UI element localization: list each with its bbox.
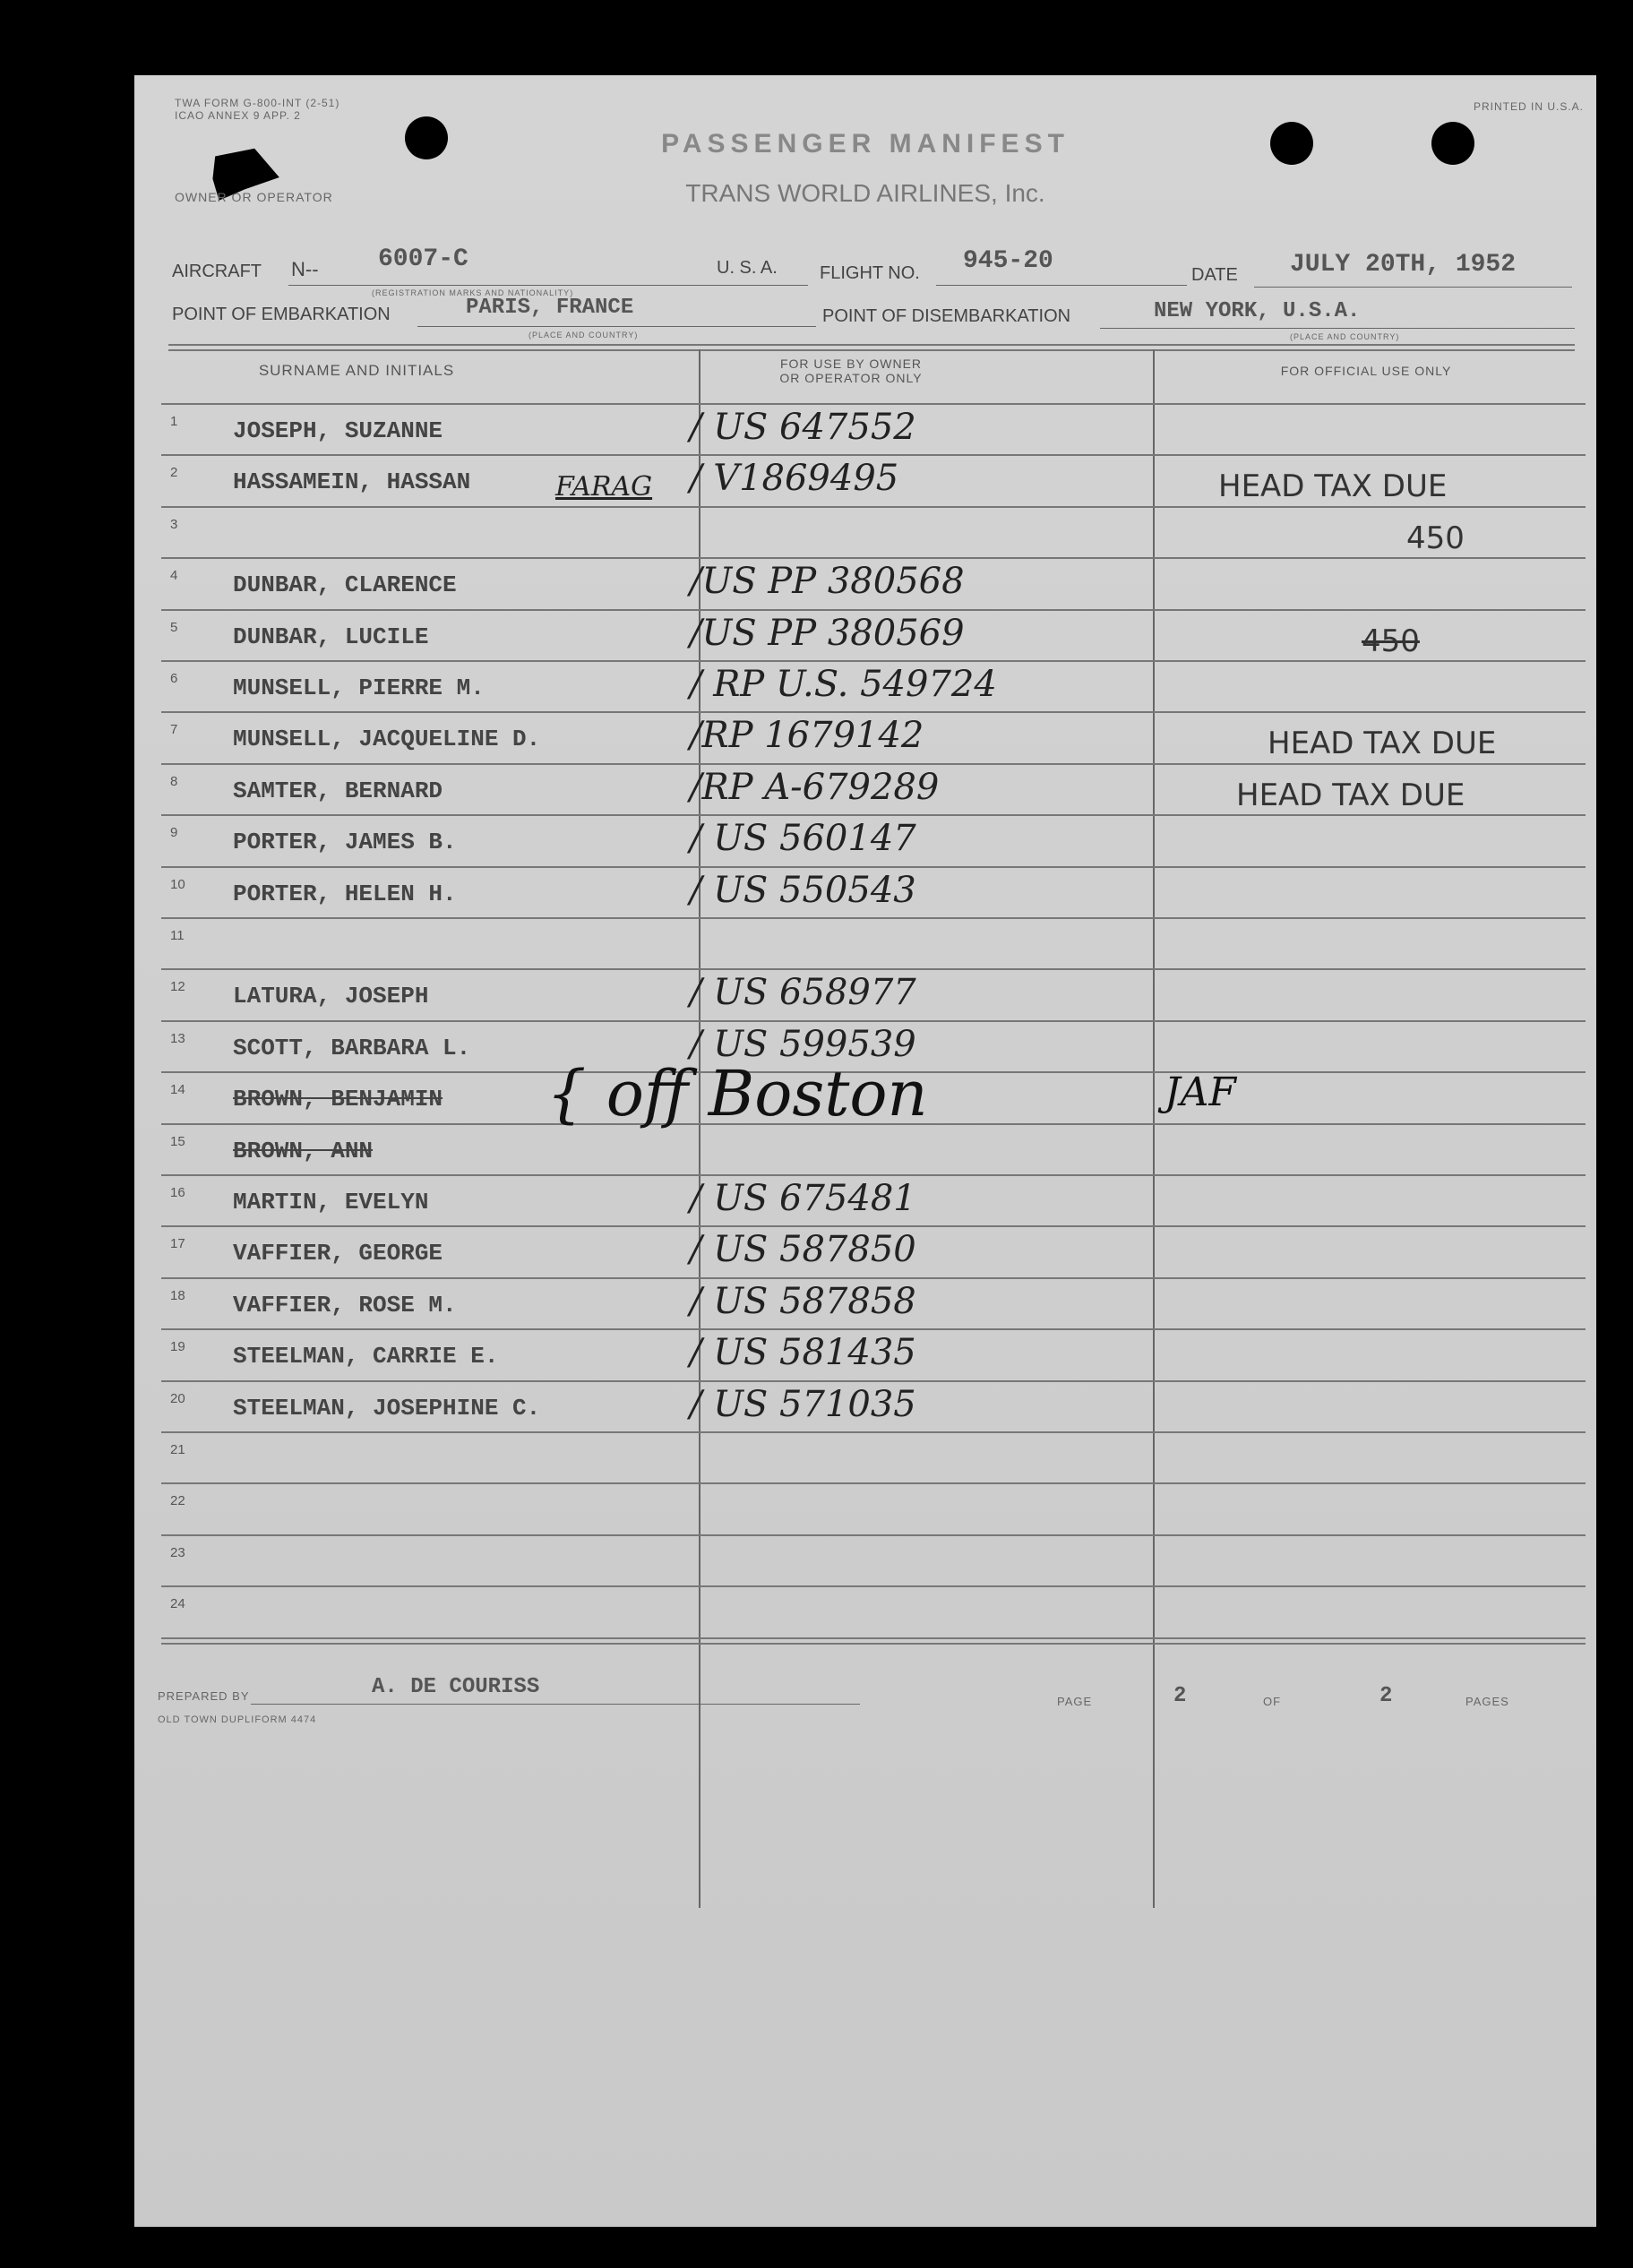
- aircraft-underline: [288, 285, 808, 286]
- printed-label: PRINTED IN U.S.A.: [1473, 100, 1584, 113]
- prepared-by-underline: [251, 1704, 860, 1705]
- row-number: 24: [170, 1596, 185, 1612]
- prepared-by-label: PREPARED BY: [158, 1689, 250, 1703]
- footer-double-rule: [161, 1637, 1586, 1645]
- passenger-name: DUNBAR, CLARENCE: [233, 571, 457, 599]
- passenger-name: PORTER, JAMES B.: [233, 829, 457, 856]
- row-number: 1: [170, 414, 178, 429]
- row-line: [161, 1020, 1586, 1022]
- manifest-title: PASSENGER MANIFEST: [661, 129, 1070, 159]
- passport-number: / US 560147: [690, 818, 916, 860]
- embarkation-underline: [417, 326, 816, 327]
- form-id: [175, 97, 339, 122]
- of-value: 2: [1379, 1684, 1393, 1708]
- passenger-name: VAFFIER, ROSE M.: [233, 1291, 457, 1319]
- row-number: 18: [170, 1287, 185, 1303]
- row-number: 12: [170, 979, 185, 995]
- row-line: [161, 506, 1586, 508]
- row-number: 13: [170, 1030, 185, 1046]
- passenger-name: STEELMAN, CARRIE E.: [233, 1343, 499, 1370]
- flight-label: FLIGHT NO.: [820, 263, 920, 283]
- embarkation-note: (PLACE AND COUNTRY): [529, 331, 639, 339]
- row-number: 21: [170, 1442, 185, 1457]
- col-surname-header: SURNAME AND INITIALS: [258, 362, 455, 379]
- aircraft-label: AIRCRAFT: [172, 262, 262, 281]
- flight-underline: [936, 285, 1187, 286]
- official-note: HEAD TAX DUE: [1218, 468, 1448, 505]
- row-number: 16: [170, 1185, 185, 1200]
- col-official-header: FOR OFFICIAL USE ONLY: [1280, 364, 1452, 378]
- passport-number: / US 587850: [690, 1229, 916, 1271]
- row-number: 10: [170, 876, 185, 892]
- manifest-sheet: [134, 75, 1596, 2227]
- date-value: JULY 20TH, 1952: [1290, 251, 1517, 279]
- passport-number: / RP U.S. 549724: [690, 664, 997, 705]
- col-owner-header-line-2: OR OPERATOR ONLY: [779, 371, 923, 385]
- official-note: 450: [1362, 623, 1420, 659]
- passport-number: / US 550543: [690, 869, 916, 911]
- row-number: 19: [170, 1339, 185, 1355]
- pages-label: PAGES: [1465, 1695, 1509, 1708]
- official-note: HEAD TAX DUE: [1236, 777, 1465, 813]
- embarkation-value: PARIS, FRANCE: [466, 296, 634, 320]
- row-line: [161, 814, 1586, 816]
- row-number: 5: [170, 619, 178, 635]
- passenger-name: DUNBAR, LUCILE: [233, 623, 429, 650]
- row-number: 2: [170, 465, 178, 481]
- row-line: [161, 1482, 1586, 1484]
- passport-number: / US 571035: [690, 1383, 916, 1425]
- passport-number: / US 581435: [690, 1332, 916, 1374]
- row-number: 20: [170, 1390, 185, 1406]
- usa-label: U. S. A.: [717, 258, 778, 278]
- row-line: [161, 711, 1586, 713]
- passport-number: / US 658977: [690, 972, 916, 1014]
- aircraft-value: 6007-C: [378, 245, 468, 273]
- passenger-name: PORTER, HELEN H.: [233, 880, 457, 907]
- row-number: 4: [170, 568, 178, 584]
- date-underline: [1254, 287, 1572, 288]
- row-number: 22: [170, 1493, 185, 1509]
- row-number: 7: [170, 722, 178, 738]
- embarkation-label: POINT OF EMBARKATION: [172, 305, 391, 324]
- row-line: [161, 609, 1586, 611]
- form-id-line-1: TWA FORM G-800-INT (2-51): [175, 97, 340, 109]
- row-line: [161, 454, 1586, 456]
- row-line: [161, 1534, 1586, 1536]
- passport-number: /RP 1679142: [690, 715, 924, 757]
- row-number: 17: [170, 1236, 185, 1252]
- row-number: 8: [170, 773, 178, 789]
- row-line: [161, 1225, 1586, 1227]
- disembarkation-label: POINT OF DISEMBARKATION: [822, 306, 1071, 326]
- owner-label: OWNER OR OPERATOR: [175, 190, 333, 204]
- farag-annotation: FARAG: [555, 471, 653, 503]
- row-line: [161, 968, 1586, 970]
- passenger-name: MUNSELL, JACQUELINE D.: [233, 726, 541, 753]
- prepared-by-value: A. DE COURISS: [372, 1675, 540, 1699]
- passenger-name: JOSEPH, SUZANNE: [233, 417, 443, 444]
- aircraft-prefix: N--: [291, 258, 319, 280]
- passenger-name: MARTIN, EVELYN: [233, 1189, 429, 1216]
- row-line: [161, 763, 1586, 765]
- header-double-rule: [168, 344, 1575, 351]
- row-line: [161, 1431, 1586, 1433]
- row-number: 9: [170, 825, 178, 841]
- row-line: [161, 1277, 1586, 1279]
- passport-number: / V1869495: [690, 458, 899, 500]
- row-line: [161, 917, 1586, 919]
- passenger-name: SAMTER, BERNARD: [233, 777, 443, 804]
- column-divider-2: [1153, 349, 1155, 1908]
- official-note: 450: [1406, 520, 1465, 556]
- passport-number: /US PP 380569: [690, 612, 965, 654]
- row-number: 14: [170, 1082, 185, 1098]
- passenger-name: STEELMAN, JOSEPHINE C.: [233, 1394, 541, 1422]
- disembarkation-note: (PLACE AND COUNTRY): [1290, 332, 1400, 341]
- airline-name: TRANS WORLD AIRLINES, Inc.: [685, 179, 1045, 207]
- passport-number: /US PP 380568: [690, 561, 965, 603]
- row-number: 6: [170, 671, 178, 686]
- form-id-line-2: ICAO ANNEX 9 APP. 2: [175, 109, 301, 122]
- passport-number: / US 675481: [690, 1178, 916, 1219]
- page-label: PAGE: [1057, 1695, 1093, 1708]
- row-line: [161, 1174, 1586, 1176]
- passenger-name: SCOTT, BARBARA L.: [233, 1034, 471, 1061]
- off-boston-annotation: { off Boston: [546, 1057, 928, 1130]
- row-line: [161, 660, 1586, 662]
- disembarkation-value: NEW YORK, U.S.A.: [1154, 299, 1361, 323]
- row-line: [161, 403, 1586, 405]
- of-label: OF: [1263, 1695, 1282, 1708]
- passenger-name: VAFFIER, GEORGE: [233, 1240, 443, 1267]
- form-code: OLD TOWN DUPLIFORM 4474: [158, 1714, 317, 1725]
- row-number: 11: [170, 928, 185, 943]
- initials-annotation: JAF: [1165, 1070, 1236, 1115]
- passenger-name: HASSAMEIN, HASSAN: [233, 468, 471, 496]
- passenger-name: BROWN, ANN: [233, 1137, 374, 1164]
- disembarkation-underline: [1100, 328, 1575, 329]
- row-number: 23: [170, 1544, 185, 1560]
- passenger-name: BROWN, BENJAMIN: [233, 1086, 443, 1113]
- row-line: [161, 866, 1586, 868]
- row-number: 15: [170, 1133, 185, 1149]
- official-note: HEAD TAX DUE: [1268, 726, 1497, 762]
- passport-number: / US 587858: [690, 1280, 916, 1322]
- passenger-name: MUNSELL, PIERRE M.: [233, 674, 485, 701]
- passport-number: /RP A-679289: [690, 766, 940, 808]
- row-line: [161, 1585, 1586, 1587]
- date-label: DATE: [1191, 265, 1238, 285]
- passport-number: / US 647552: [690, 407, 916, 448]
- row-line: [161, 1380, 1586, 1382]
- flight-value: 945-20: [963, 247, 1053, 275]
- col-owner-header: [708, 357, 994, 385]
- row-number: 3: [170, 516, 178, 532]
- row-line: [161, 1328, 1586, 1330]
- row-line: [161, 557, 1586, 559]
- page-value: 2: [1173, 1684, 1187, 1708]
- passport-number: / US 599539: [690, 1023, 916, 1065]
- col-owner-header-line-1: FOR USE BY OWNER: [779, 357, 923, 371]
- registration-note: (REGISTRATION MARKS AND NATIONALITY): [372, 288, 574, 297]
- passenger-name: LATURA, JOSEPH: [233, 983, 429, 1010]
